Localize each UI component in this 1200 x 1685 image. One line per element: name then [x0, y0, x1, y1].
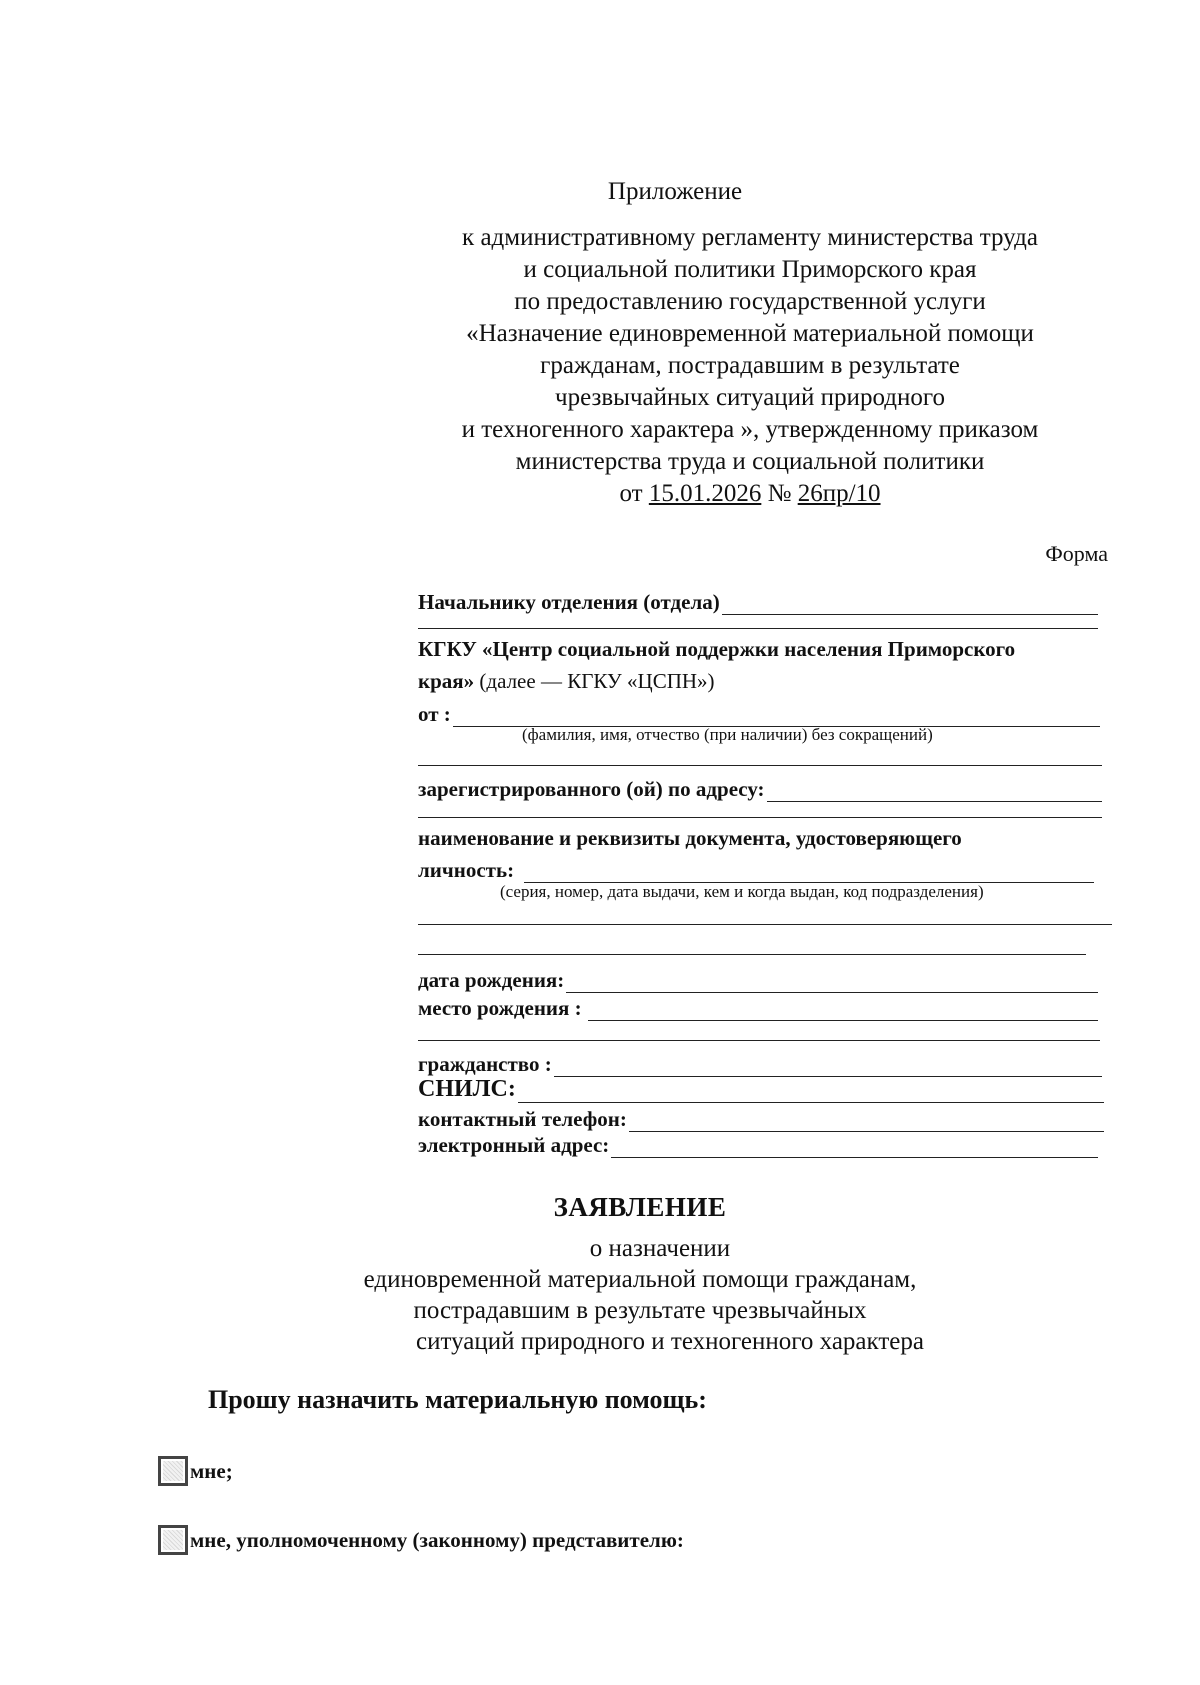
birth-place-line[interactable] [588, 1002, 1098, 1021]
appendix-line: к административному регламенту министерства труда [462, 224, 1038, 251]
registered-address-label: зарегистрированного (ой) по адресу: [418, 777, 765, 801]
org-name-line1: КГКУ «Центр социальной поддержки населения Приморского [418, 637, 1016, 661]
email-line[interactable] [611, 1139, 1098, 1158]
email-label: электронный адрес: [418, 1133, 610, 1157]
statement-title: ЗАЯВЛЕНИЕ [553, 1192, 727, 1222]
id-document-label: наименование и реквизиты документа, удостоверяющего [418, 826, 962, 850]
order-date: 15.01.2026 [648, 480, 762, 507]
option-self[interactable] [158, 1456, 233, 1486]
appendix-line: гражданам, пострадавшим в результате [540, 352, 960, 379]
statement-subtitle [300, 1233, 980, 1357]
order-number: 26пр/10 [797, 480, 881, 507]
phone-label: контактный телефон: [418, 1107, 627, 1131]
head-of-department-label: Начальнику отделения (отдела) [418, 590, 720, 614]
blank-line[interactable] [418, 924, 1112, 925]
checkbox-self[interactable] [158, 1456, 188, 1486]
appendix-line: и социальной политики Приморского края [523, 256, 977, 283]
registered-address-field[interactable] [418, 777, 1102, 802]
appendix-line: и техногенного характера », утвержденному приказом [461, 416, 1039, 443]
birth-date-line[interactable] [566, 974, 1098, 993]
email-field[interactable] [418, 1133, 1098, 1158]
option-representative-label: мне, уполномоченному (законному) представителю: [190, 1527, 684, 1552]
id-document-line[interactable] [524, 864, 1094, 883]
citizenship-line[interactable] [554, 1058, 1102, 1077]
appendix-title: Приложение [607, 178, 743, 205]
blank-line[interactable] [418, 765, 1102, 766]
phone-line[interactable] [629, 1113, 1104, 1132]
birth-place-label: место рождения : [418, 996, 582, 1020]
from-field[interactable] [418, 702, 1100, 727]
id-document-label-line2: личность: [418, 858, 515, 882]
from-label: от : [418, 702, 451, 726]
id-document-note: (серия, номер, дата выдачи, кем и когда выдан, код подразделения) [500, 882, 984, 901]
statement-line: о назначении [589, 1235, 731, 1262]
birth-date-label: дата рождения: [418, 968, 565, 992]
org-name-region: края» [418, 669, 475, 693]
option-self-label: мне; [190, 1458, 233, 1483]
blank-line[interactable] [418, 954, 1086, 955]
appendix-line: «Назначение единовременной материальной помощи [466, 320, 1034, 347]
number-prefix: № [767, 480, 792, 507]
appendix-line: чрезвычайных ситуаций природного [555, 384, 945, 411]
head-of-department-line[interactable] [722, 596, 1098, 615]
snils-line[interactable] [518, 1084, 1104, 1103]
option-representative[interactable] [158, 1525, 684, 1555]
appendix-line: по предоставлению государственной услуги [514, 288, 986, 315]
request-heading: Прошу назначить материальную помощь: [208, 1385, 707, 1414]
statement-line: ситуаций природного и техногенного характера [416, 1328, 924, 1355]
id-document-field[interactable] [418, 858, 1094, 883]
from-note: (фамилия, имя, отчество (при наличии) без сокращений) [522, 725, 933, 744]
date-prefix: от [619, 480, 643, 507]
blank-line[interactable] [418, 817, 1102, 818]
blank-line[interactable] [418, 1040, 1100, 1041]
snils-label: СНИЛС: [418, 1076, 516, 1102]
order-date-number-line [400, 478, 1100, 510]
snils-field[interactable] [418, 1076, 1104, 1103]
statement-line: единовременной материальной помощи гражданам, [363, 1266, 917, 1293]
appendix-line: министерства труда и социальной политики [515, 448, 985, 475]
head-of-department-field[interactable] [418, 590, 1098, 615]
form-label: Форма [1045, 541, 1108, 566]
org-name-line2 [418, 669, 1118, 694]
statement-line: пострадавшим в результате чрезвычайных [413, 1297, 867, 1324]
blank-line[interactable] [418, 628, 1098, 629]
phone-field[interactable] [418, 1107, 1104, 1132]
org-name-abbrev: (далее — КГКУ «ЦСПН») [474, 669, 715, 693]
citizenship-label: гражданство : [418, 1052, 552, 1076]
citizenship-field[interactable] [418, 1052, 1102, 1077]
appendix-text [400, 222, 1100, 510]
birth-date-field[interactable] [418, 968, 1098, 993]
registered-address-line[interactable] [767, 783, 1102, 802]
birth-place-field[interactable] [418, 996, 1098, 1021]
checkbox-representative[interactable] [158, 1525, 188, 1555]
